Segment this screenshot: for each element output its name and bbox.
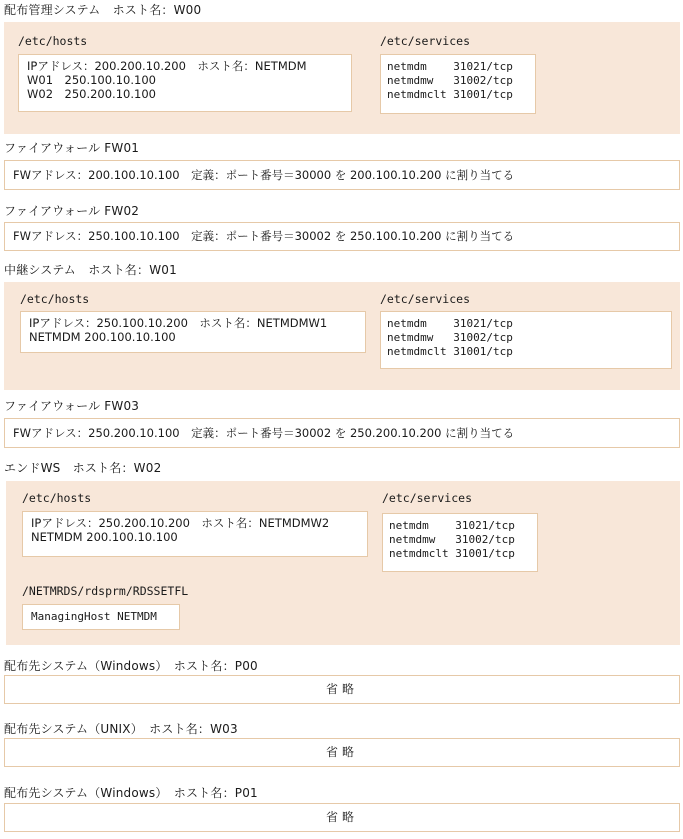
fw03-definition-box — [4, 418, 680, 448]
p01-omitted-box — [4, 803, 680, 832]
services-file-label: /etc/services — [382, 491, 473, 505]
fw02-definition: FWアドレス：250.100.10.100 定義：ポート番号＝30002 を 250.100.10.200 に割り当てる — [13, 229, 515, 243]
panel-w00 — [4, 22, 680, 134]
services-line: netmdmw 31002/tcp — [387, 331, 513, 344]
section-title-w00: 配布管理システム ホスト名：W00 — [4, 3, 202, 17]
services-file-box — [382, 513, 538, 572]
services-file-label: /etc/services — [380, 34, 471, 48]
rdssetfl-file-box — [22, 604, 180, 630]
services-line: netmdmclt 31001/tcp — [389, 547, 515, 560]
hosts-file-label: /etc/hosts — [20, 292, 90, 306]
services-file-box — [380, 54, 536, 114]
services-line: netmdm 31021/tcp — [387, 60, 513, 73]
services-line: netmdm 31021/tcp — [389, 519, 515, 532]
hosts-file-box — [18, 54, 352, 112]
section-title-p01: 配布先システム（Windows） ホスト名：P01 — [4, 786, 258, 800]
fw01-definition: FWアドレス：200.100.10.100 定義：ポート番号＝30000 を 200.100.10.200 に割り当てる — [13, 168, 515, 182]
hosts-line: IPアドレス：250.200.10.200 ホスト名：NETMDMW2 — [31, 516, 330, 530]
panel-w02 — [6, 481, 680, 645]
rdssetfl-line: ManagingHost NETMDM — [31, 610, 157, 623]
hosts-line: IPアドレス：250.100.10.200 ホスト名：NETMDMW1 — [29, 316, 328, 330]
section-title-w01: 中継システム ホスト名：W01 — [4, 263, 177, 277]
hosts-line: W02 250.200.10.100 — [27, 87, 156, 101]
services-line: netmdmclt 31001/tcp — [387, 88, 513, 101]
fw01-definition-box — [4, 160, 680, 190]
services-line: netmdmclt 31001/tcp — [387, 345, 513, 358]
fw03-definition: FWアドレス：250.200.10.100 定義：ポート番号＝30002 を 250.200.10.200 に割り当てる — [13, 426, 515, 440]
section-title-p00: 配布先システム（Windows） ホスト名：P00 — [4, 659, 258, 673]
hosts-line: NETMDM 200.100.10.100 — [31, 530, 178, 544]
omitted-text: 省略 — [325, 810, 358, 824]
rdssetfl-file-label: /NETMRDS/rdsprm/RDSSETFL — [22, 584, 189, 598]
services-line: netmdmw 31002/tcp — [387, 74, 513, 87]
panel-w01 — [4, 282, 680, 390]
services-line: netmdmw 31002/tcp — [389, 533, 515, 546]
section-title-fw03: ファイアウォール FW03 — [4, 399, 140, 413]
services-line: netmdm 31021/tcp — [387, 317, 513, 330]
hosts-line: IPアドレス：200.200.10.200 ホスト名：NETMDM — [27, 59, 307, 73]
hosts-file-box — [20, 311, 366, 353]
hosts-file-label: /etc/hosts — [18, 34, 88, 48]
w03-omitted-box — [4, 738, 680, 767]
fw02-definition-box — [4, 222, 680, 251]
hosts-file-label: /etc/hosts — [22, 491, 92, 505]
hosts-line: W01 250.100.10.100 — [27, 73, 156, 87]
section-title-w02: エンドWS ホスト名：W02 — [4, 461, 162, 475]
section-title-w03: 配布先システム（UNIX） ホスト名：W03 — [4, 722, 238, 736]
hosts-line: NETMDM 200.100.10.100 — [29, 330, 176, 344]
omitted-text: 省略 — [325, 745, 358, 759]
section-title-fw01: ファイアウォール FW01 — [4, 141, 140, 155]
section-title-fw02: ファイアウォール FW02 — [4, 204, 140, 218]
hosts-file-box — [22, 511, 368, 557]
omitted-text: 省略 — [325, 682, 358, 696]
services-file-box — [380, 311, 672, 369]
p00-omitted-box — [4, 675, 680, 704]
services-file-label: /etc/services — [380, 292, 471, 306]
